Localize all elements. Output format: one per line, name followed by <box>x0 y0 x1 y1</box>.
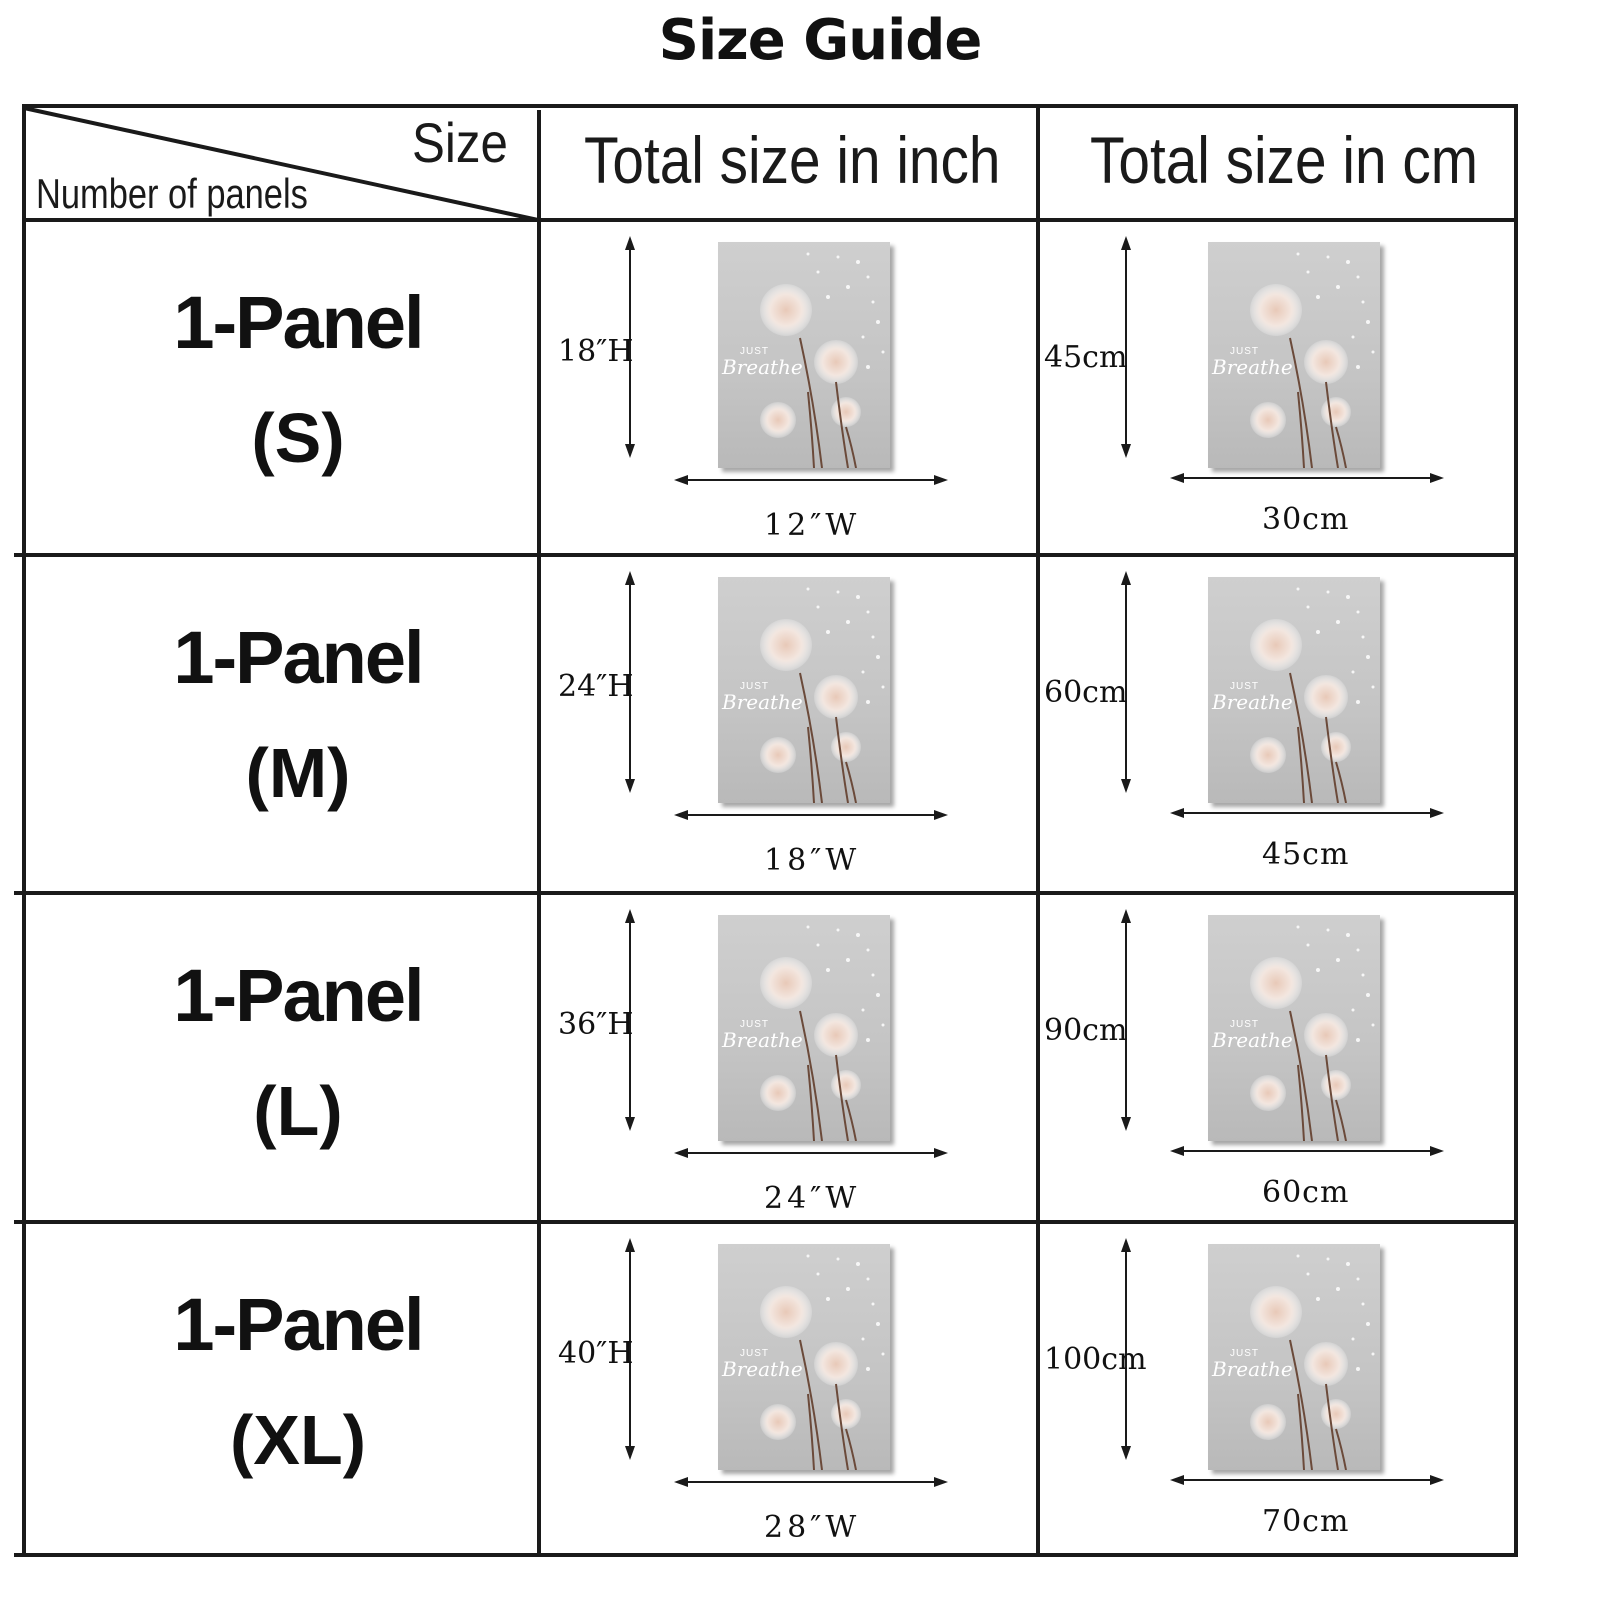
table-border-right <box>1514 104 1518 1556</box>
svg-text:JUST: JUST <box>740 681 769 692</box>
svg-text:JUST: JUST <box>740 346 769 357</box>
inch-height-label: 24″H <box>558 669 634 704</box>
cm-width-label: 30cm <box>1262 502 1350 537</box>
size-code-label: (L) <box>253 1072 343 1150</box>
artwork-preview <box>718 915 890 1141</box>
row-divider-2 <box>14 891 1518 895</box>
width-arrow <box>674 1474 948 1490</box>
inch-height-label: 36″H <box>558 1007 634 1042</box>
column-divider-2 <box>1036 104 1040 1556</box>
cm-height-label: 100cm <box>1044 1342 1147 1377</box>
svg-text:Breathe: Breathe <box>1212 690 1293 714</box>
artwork-preview <box>1208 577 1380 803</box>
cm-width-label: 70cm <box>1262 1504 1350 1539</box>
svg-text:Breathe: Breathe <box>1212 1028 1293 1052</box>
inch-height-label: 18″H <box>558 334 634 369</box>
size-code-label: (S) <box>251 399 345 477</box>
artwork-preview <box>718 577 890 803</box>
inch-width-label: 12″W <box>764 508 861 543</box>
size-code-label: (M) <box>245 734 351 812</box>
header-panels-label: Number of panels <box>36 170 308 217</box>
width-arrow <box>674 472 948 488</box>
cm-height-label: 60cm <box>1044 675 1128 710</box>
svg-text:Breathe: Breathe <box>722 1357 803 1381</box>
cm-height-label: 45cm <box>1044 340 1128 375</box>
panel-count-label: 1-Panel <box>173 281 423 364</box>
artwork-preview <box>1208 915 1380 1141</box>
artwork-preview <box>718 1244 890 1470</box>
artwork-preview <box>1208 242 1380 468</box>
inch-height-label: 40″H <box>558 1336 634 1371</box>
svg-text:Breathe: Breathe <box>1212 355 1293 379</box>
svg-text:JUST: JUST <box>740 1348 769 1359</box>
width-arrow <box>1170 805 1444 821</box>
svg-text:JUST: JUST <box>1230 1348 1259 1359</box>
svg-text:JUST: JUST <box>1230 1019 1259 1030</box>
row-divider-3 <box>14 1220 1518 1224</box>
table-border-bottom <box>14 1553 1518 1557</box>
inch-width-label: 18″W <box>764 843 861 878</box>
panel-count-label: 1-Panel <box>173 1283 423 1366</box>
svg-text:Breathe: Breathe <box>1212 1357 1293 1381</box>
svg-text:JUST: JUST <box>1230 346 1259 357</box>
svg-text:Breathe: Breathe <box>722 355 803 379</box>
table-border-left <box>22 104 26 1556</box>
svg-text:Breathe: Breathe <box>722 1028 803 1052</box>
width-arrow <box>674 1145 948 1161</box>
header-inch-column: Total size in inch <box>584 123 1001 197</box>
size-code-label: (XL) <box>229 1401 367 1479</box>
cm-width-label: 45cm <box>1262 837 1350 872</box>
svg-text:Breathe: Breathe <box>722 690 803 714</box>
cm-height-label: 90cm <box>1044 1013 1128 1048</box>
header-size-label: Size <box>412 111 508 174</box>
svg-text:JUST: JUST <box>740 1019 769 1030</box>
inch-width-label: 24″W <box>764 1181 861 1216</box>
header-cm-column: Total size in cm <box>1090 123 1478 197</box>
width-arrow <box>674 807 948 823</box>
artwork-preview <box>718 242 890 468</box>
svg-text:JUST: JUST <box>1230 681 1259 692</box>
panel-count-label: 1-Panel <box>173 616 423 699</box>
cm-width-label: 60cm <box>1262 1175 1350 1210</box>
page-title: Size Guide <box>658 8 982 73</box>
width-arrow <box>1170 470 1444 486</box>
inch-width-label: 28″W <box>764 1510 861 1545</box>
width-arrow <box>1170 1472 1444 1488</box>
artwork-preview <box>1208 1244 1380 1470</box>
panel-count-label: 1-Panel <box>173 954 423 1037</box>
row-divider-1 <box>14 553 1518 557</box>
width-arrow <box>1170 1143 1444 1159</box>
